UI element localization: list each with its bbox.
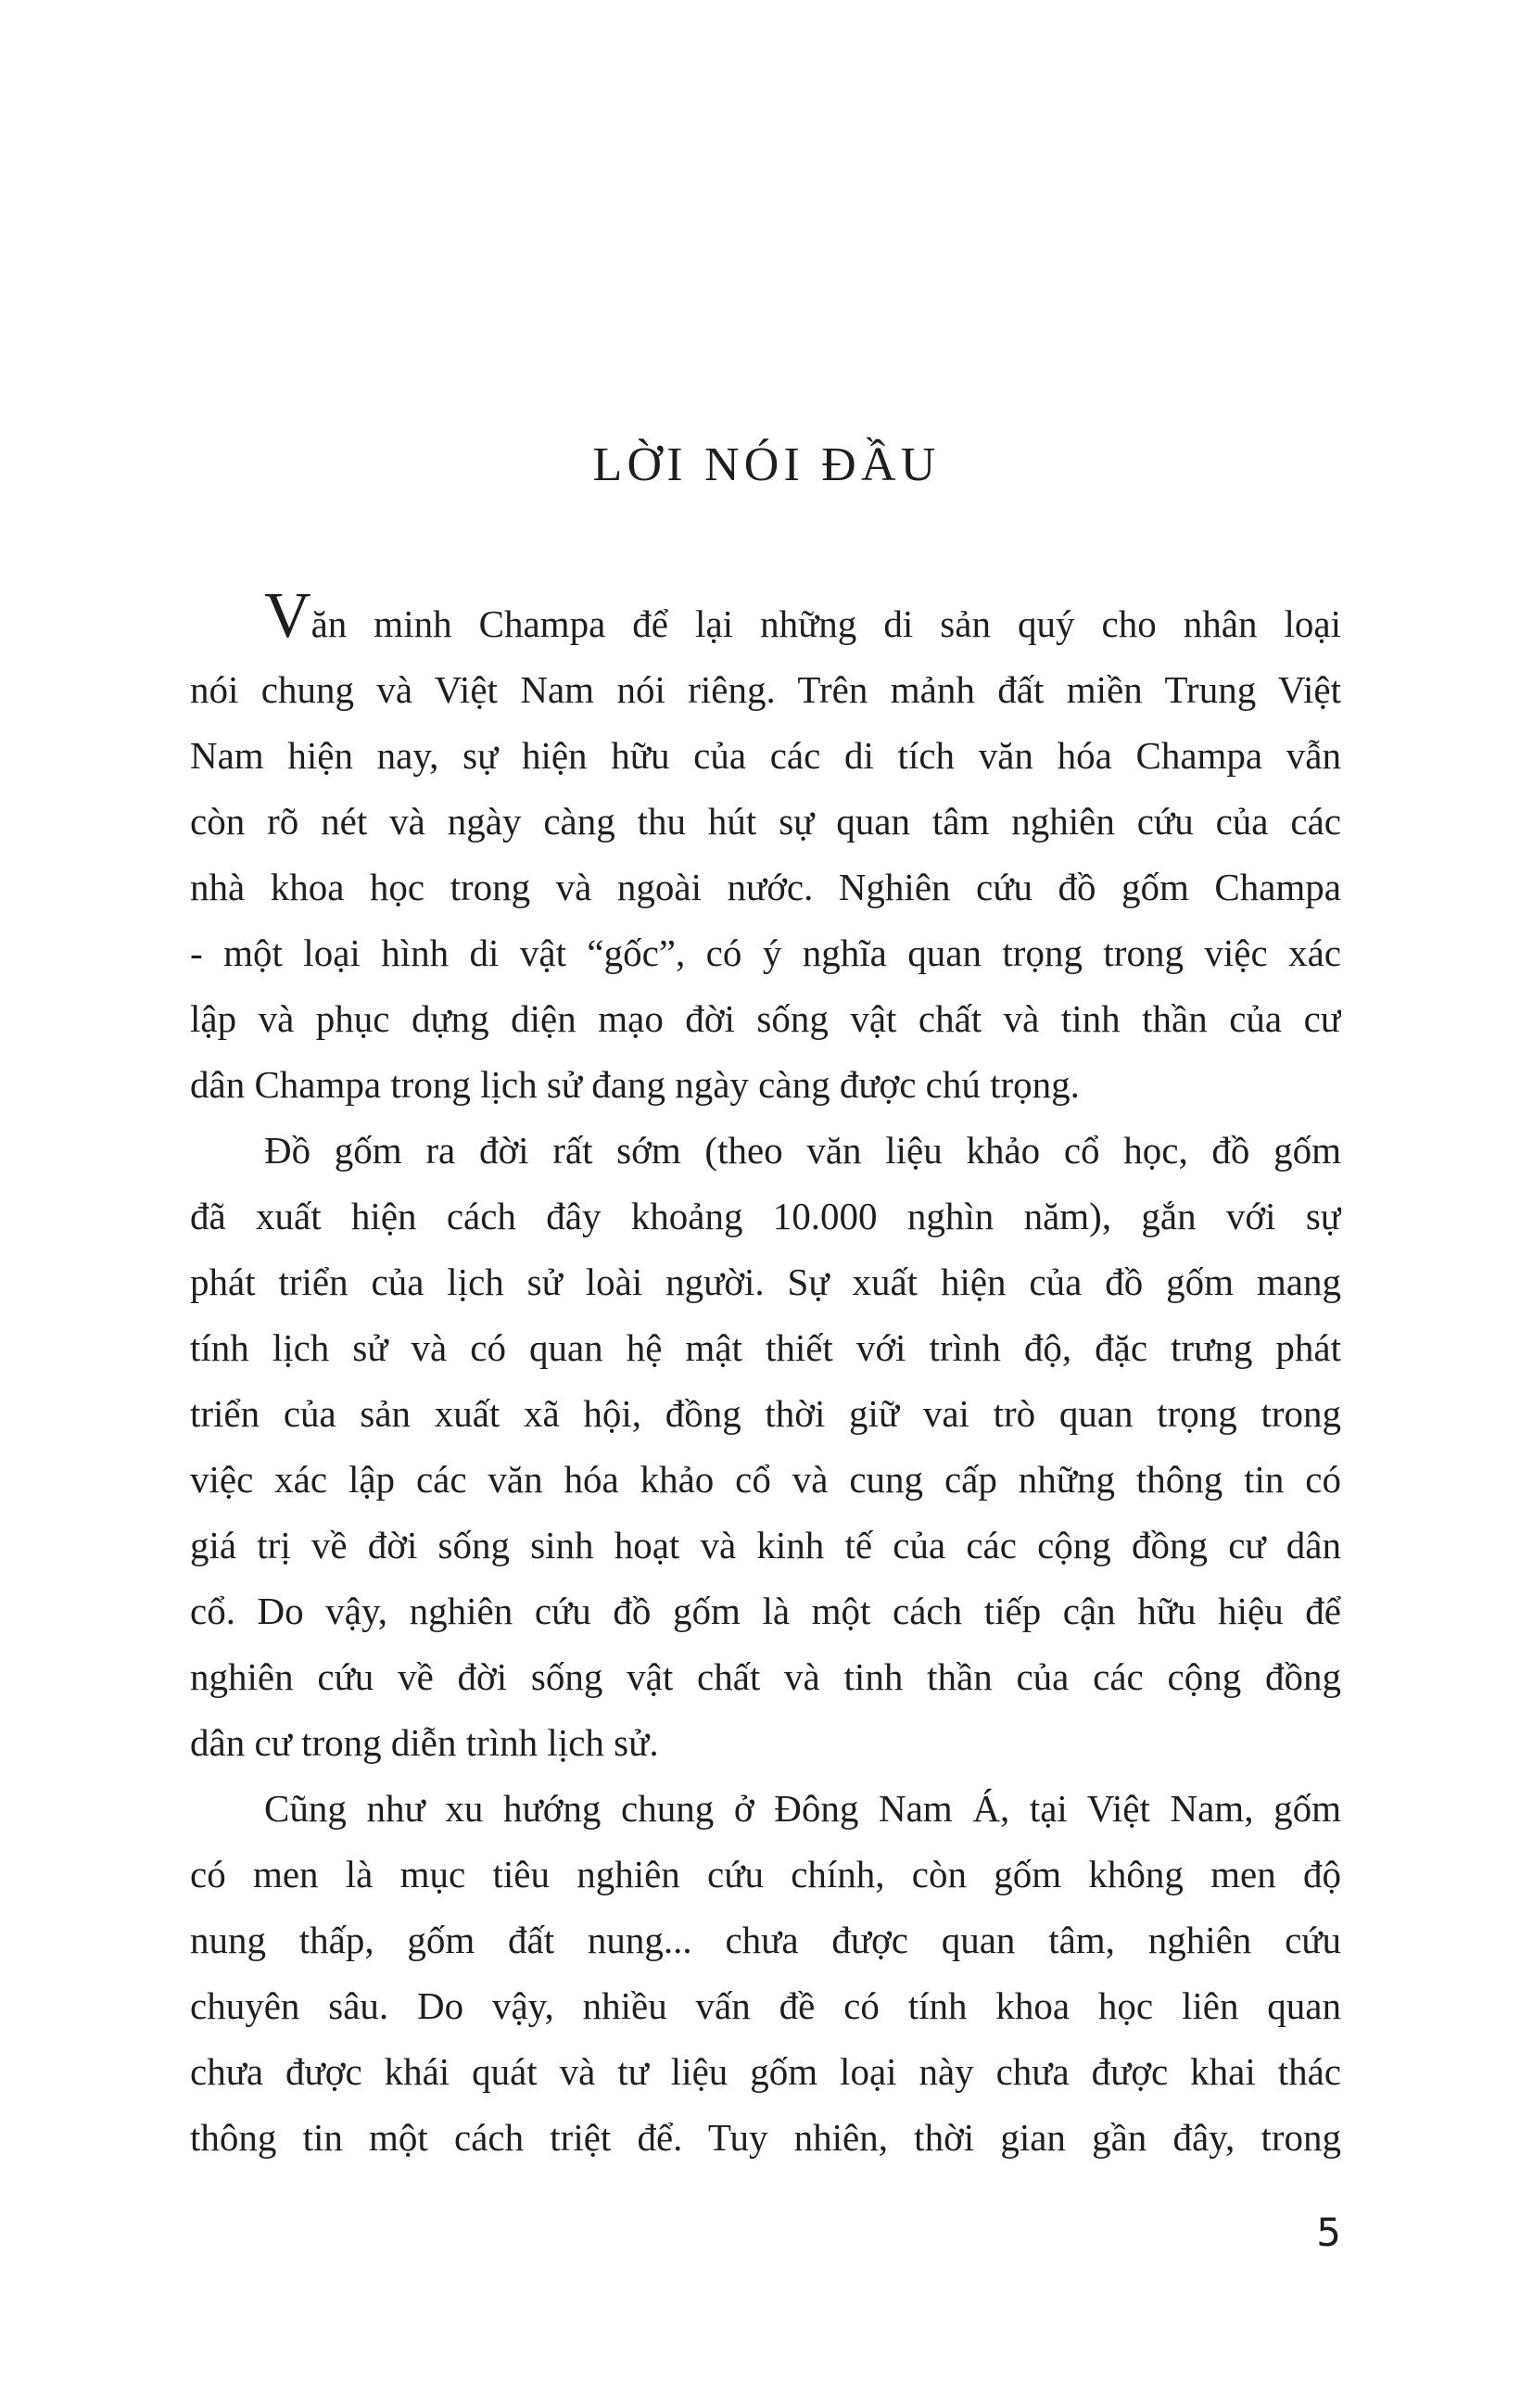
text-line: triển của sản xuất xã hội, đồng thời giữ vai trò quan trọng trong — [190, 1392, 1341, 1435]
text-line: tính lịch sử và có quan hệ mật thiết với trình độ, đặc trưng phát — [190, 1326, 1341, 1369]
text-line: đã xuất hiện cách đây khoảng 10.000 nghìn năm), gắn với sự — [190, 1195, 1341, 1237]
text-line: Đồ gốm ra đời rất sớm (theo văn liệu khảo cổ học, đồ gốm — [190, 1118, 1341, 1184]
text-line: giá trị về đời sống sinh hoạt và kinh tế của các cộng đồng cư dân — [190, 1524, 1341, 1566]
text-line: chuyên sâu. Do vậy, nhiều vấn đề có tính khoa học liên quan — [190, 1984, 1341, 2027]
initial-capital: V — [264, 591, 311, 652]
page-title: LỜI NÓI ĐẦU — [592, 438, 941, 491]
text-line: nhà khoa học trong và ngoài nước. Nghiên cứu đồ gốm Champa — [190, 866, 1341, 908]
text-line: nung thấp, gốm đất nung... chưa được quan tâm, nghiên cứu — [190, 1919, 1341, 1961]
text-line: - một loại hình di vật “gốc”, có ý nghĩa quan trọng trong việc xác — [190, 932, 1341, 974]
page-number: 5 — [1316, 2210, 1341, 2255]
text-line: cổ. Do vậy, nghiên cứu đồ gốm là một cách tiếp cận hữu hiệu để — [190, 1590, 1341, 1632]
text-line: dân cư trong diễn trình lịch sử. — [190, 1721, 659, 1764]
body-text — [190, 591, 1341, 2171]
text-line: nghiên cứu về đời sống vật chất và tinh thần của các cộng đồng — [190, 1655, 1341, 1698]
text-line: có men là mục tiêu nghiên cứu chính, còn gốm không men độ — [190, 1853, 1341, 1895]
text-line: thông tin một cách triệt để. Tuy nhiên, thời gian gần đây, trong — [190, 2116, 1341, 2159]
text-line: Nam hiện nay, sự hiện hữu của các di tích văn hóa Champa vẫn — [190, 734, 1341, 777]
text-line: còn rõ nét và ngày càng thu hút sự quan tâm nghiên cứu của các — [190, 800, 1341, 843]
text-line: Văn minh Champa để lại những di sản quý cho nhân loại — [190, 591, 1341, 657]
text-line: dân Champa trong lịch sử đang ngày càng được chú trọng. — [190, 1063, 1080, 1106]
text-line: chưa được khái quát và tư liệu gốm loại này chưa được khai thác — [190, 2050, 1341, 2093]
text-line: nói chung và Việt Nam nói riêng. Trên mảnh đất miền Trung Việt — [190, 668, 1341, 711]
text-line: phát triển của lịch sử loài người. Sự xuất hiện của đồ gốm mang — [190, 1261, 1341, 1303]
text-line: lập và phục dựng diện mạo đời sống vật chất và tinh thần của cư — [190, 997, 1341, 1040]
text-line: Cũng như xu hướng chung ở Đông Nam Á, tại Việt Nam, gốm — [190, 1776, 1341, 1842]
paragraph-indent — [190, 636, 264, 637]
paragraph-indent — [190, 1162, 264, 1163]
paragraph-indent — [190, 1820, 264, 1821]
text-line: việc xác lập các văn hóa khảo cổ và cung cấp những thông tin có — [190, 1458, 1341, 1501]
